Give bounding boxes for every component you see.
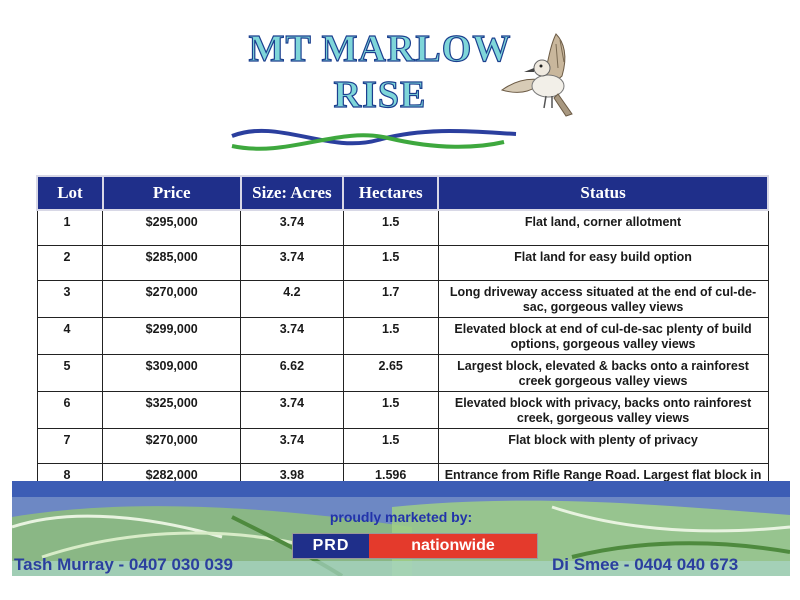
lot-number: 4 <box>37 317 103 354</box>
lot-hectares: 1.5 <box>343 428 438 463</box>
lot-hectares: 1.5 <box>343 317 438 354</box>
contact-tash-murray: Tash Murray - 0407 030 039 <box>14 555 233 574</box>
lot-status: Long driveway access situated at the end of cul-de-sac, gorgeous valley views <box>438 280 768 317</box>
lot-hectares: 1.596 <box>343 463 438 500</box>
lot-acres: 3.74 <box>241 317 344 354</box>
lot-price: $295,000 <box>103 210 241 245</box>
lot-status: Entrance from Rifle Range Road. Largest flat block in <box>438 463 768 500</box>
marketed-by-label: proudly marketed by: <box>329 509 473 525</box>
lot-acres: 3.98 <box>241 463 344 500</box>
lot-number: 8 <box>37 463 103 500</box>
lot-hectares: 1.5 <box>343 210 438 245</box>
lot-status: Flat land, corner allotment <box>438 210 768 245</box>
table-row <box>37 391 768 428</box>
table-row <box>37 210 768 245</box>
lot-number: 5 <box>37 354 103 391</box>
table-row <box>37 428 768 463</box>
estate-title-line1: MT MARLOW <box>248 28 512 70</box>
lot-status: Largest block, elevated & backs onto a rainforest creek gorgeous valley views <box>438 354 768 391</box>
table-row <box>37 280 768 317</box>
logo-prd-text: PRD <box>293 534 369 558</box>
table-row <box>37 245 768 280</box>
lot-number: 1 <box>37 210 103 245</box>
estate-title-line2: RISE <box>333 74 427 116</box>
lot-acres: 6.62 <box>241 354 344 391</box>
contact-di-smee: Di Smee - 0404 040 673 <box>552 555 739 574</box>
lot-price: $309,000 <box>103 354 241 391</box>
lot-price: $285,000 <box>103 245 241 280</box>
lot-hectares: 2.65 <box>343 354 438 391</box>
lot-number: 2 <box>37 245 103 280</box>
lot-number: 6 <box>37 391 103 428</box>
table-row <box>37 354 768 391</box>
lot-status: Elevated block at end of cul-de-sac plenty of build options, gorgeous valley views <box>438 317 768 354</box>
lot-price: $270,000 <box>103 280 241 317</box>
lot-acres: 3.74 <box>241 245 344 280</box>
lot-status: Flat land for easy build option <box>438 245 768 280</box>
lot-number: 3 <box>37 280 103 317</box>
kookaburra-icon <box>496 32 584 122</box>
footer-banner <box>12 481 790 576</box>
table-row <box>37 317 768 354</box>
lot-price-table <box>36 175 769 501</box>
lot-acres: 3.74 <box>241 210 344 245</box>
lot-number: 7 <box>37 428 103 463</box>
column-header-acres: Size: Acres <box>241 176 344 210</box>
column-header-status: Status <box>438 176 768 210</box>
lot-hectares: 1.5 <box>343 245 438 280</box>
column-header-price: Price <box>103 176 241 210</box>
lot-price: $325,000 <box>103 391 241 428</box>
prd-nationwide-logo <box>292 533 538 559</box>
logo-nationwide-text: nationwide <box>369 534 537 558</box>
lot-acres: 3.74 <box>241 428 344 463</box>
lot-status: Elevated block with privacy, backs onto rainforest creek, gorgeous valley views <box>438 391 768 428</box>
table-header-row <box>37 176 768 210</box>
lot-status: Flat block with plenty of privacy <box>438 428 768 463</box>
lot-price: $282,000 <box>103 463 241 500</box>
lot-hectares: 1.7 <box>343 280 438 317</box>
lot-acres: 3.74 <box>241 391 344 428</box>
column-header-hectares: Hectares <box>343 176 438 210</box>
lot-acres: 4.2 <box>241 280 344 317</box>
column-header-lot: Lot <box>37 176 103 210</box>
wave-lines-icon <box>228 124 520 158</box>
lot-price: $299,000 <box>103 317 241 354</box>
footer-band <box>12 481 790 497</box>
lot-price: $270,000 <box>103 428 241 463</box>
lot-hectares: 1.5 <box>343 391 438 428</box>
